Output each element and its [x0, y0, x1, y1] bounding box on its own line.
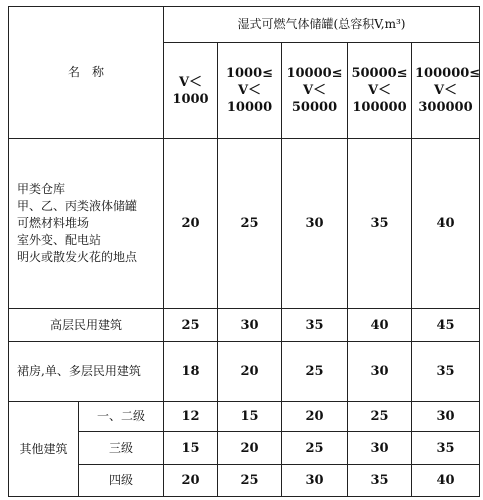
table-row: [9, 402, 480, 432]
cell: 30: [348, 432, 412, 465]
cell: 35: [282, 309, 348, 342]
cell: 12: [164, 402, 218, 432]
table-row: [9, 309, 480, 342]
col-header-2: 1000≤ V＜ 10000: [218, 43, 282, 139]
grade-label: 三级: [79, 432, 164, 465]
cell: 35: [348, 139, 412, 309]
cell: 20: [282, 402, 348, 432]
spacing-table: [8, 6, 480, 497]
cell: 25: [218, 465, 282, 497]
cell: 18: [164, 342, 218, 402]
col-header-1: V＜1000: [164, 43, 218, 139]
cell: 15: [164, 432, 218, 465]
cell: 40: [412, 139, 480, 309]
cell: 20: [218, 432, 282, 465]
table-row: [9, 139, 480, 309]
row-label-multiline: 甲类仓库 甲、乙、丙类液体储罐 可燃材料堆场 室外变、配电站 明火或散发火花的地点: [9, 139, 164, 309]
grade-label: 一、二级: [79, 402, 164, 432]
header-row-1: [9, 7, 480, 43]
cell: 25: [282, 432, 348, 465]
other-buildings-label: 其他建筑: [9, 402, 79, 497]
cell: 25: [218, 139, 282, 309]
group-title: 湿式可燃气体储罐(总容积V,m³): [164, 7, 480, 43]
cell: 45: [412, 309, 480, 342]
col-header-5: 100000≤ V＜ 300000: [412, 43, 480, 139]
cell: 25: [282, 342, 348, 402]
cell: 30: [218, 309, 282, 342]
cell: 30: [282, 139, 348, 309]
col-header-4: 50000≤ V＜ 100000: [348, 43, 412, 139]
cell: 35: [412, 342, 480, 402]
cell: 30: [412, 402, 480, 432]
cell: 20: [218, 342, 282, 402]
cell: 40: [412, 465, 480, 497]
grade-label: 四级: [79, 465, 164, 497]
row-label: 高层民用建筑: [9, 309, 164, 342]
cell: 40: [348, 309, 412, 342]
cell: 15: [218, 402, 282, 432]
name-header: 名 称: [9, 7, 164, 139]
cell: 30: [282, 465, 348, 497]
table-row: [9, 465, 480, 497]
col-header-3: 10000≤ V＜ 50000: [282, 43, 348, 139]
row-label: 裙房,单、多层民用建筑: [9, 342, 164, 402]
table-row: [9, 432, 480, 465]
cell: 35: [348, 465, 412, 497]
cell: 20: [164, 465, 218, 497]
cell: 25: [348, 402, 412, 432]
table-row: [9, 342, 480, 402]
cell: 35: [412, 432, 480, 465]
cell: 30: [348, 342, 412, 402]
cell: 25: [164, 309, 218, 342]
cell: 20: [164, 139, 218, 309]
